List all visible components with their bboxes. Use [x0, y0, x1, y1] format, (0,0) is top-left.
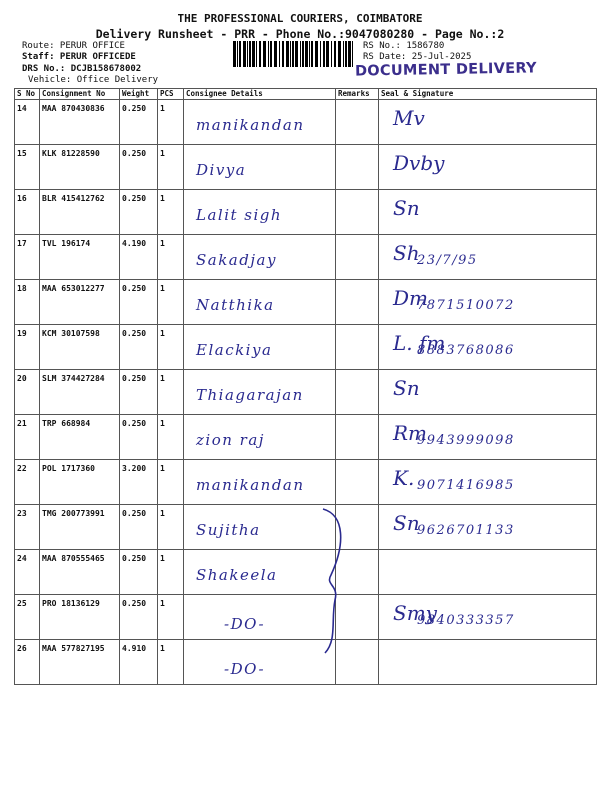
- weight-cell: 0.250: [120, 100, 158, 145]
- pcs-cell: 1: [158, 370, 184, 415]
- sno-cell: 24: [15, 550, 40, 595]
- sno-cell: 22: [15, 460, 40, 505]
- rs-date-text: RS Date: 25-Jul-2025: [363, 52, 472, 62]
- handwritten-phone: 9626701133: [417, 523, 515, 538]
- col-header-weight: Weight: [120, 89, 158, 100]
- handwritten-consignee-name: Divya: [196, 161, 247, 179]
- consignee-cell: [184, 370, 336, 415]
- remarks-cell: [336, 280, 379, 325]
- sno-cell: 26: [15, 640, 40, 685]
- weight-cell: 0.250: [120, 190, 158, 235]
- signature-cell: [379, 415, 597, 460]
- handwritten-signature: Sn: [393, 511, 420, 535]
- sno-cell: 20: [15, 370, 40, 415]
- pcs-cell: 1: [158, 415, 184, 460]
- handwritten-signature: L. fm: [393, 331, 446, 355]
- staff-text: Staff: PERUR OFFICEDE: [22, 52, 136, 62]
- pcs-cell: 1: [158, 100, 184, 145]
- pcs-cell: 1: [158, 460, 184, 505]
- handwritten-consignee-name: -DO-: [224, 615, 266, 633]
- col-header-remarks: Remarks: [336, 89, 379, 100]
- page-subtitle: Delivery Runsheet - PRR - Phone No.:9047080280 - Page No.:2: [95, 27, 505, 41]
- signature-cell: [379, 280, 597, 325]
- consignee-cell: [184, 235, 336, 280]
- handwritten-phone: 8883768086: [417, 343, 515, 358]
- sno-cell: 18: [15, 280, 40, 325]
- sno-cell: 25: [15, 595, 40, 640]
- signature-cell: [379, 505, 597, 550]
- sno-cell: 19: [15, 325, 40, 370]
- signature-cell: [379, 370, 597, 415]
- pcs-cell: 1: [158, 505, 184, 550]
- col-header-pcs: PCS: [158, 89, 184, 100]
- handwritten-phone: 9840333357: [417, 613, 515, 628]
- handwritten-consignee-name: Natthika: [196, 296, 275, 314]
- pcs-cell: 1: [158, 145, 184, 190]
- handwritten-phone: 7871510072: [417, 298, 515, 313]
- remarks-cell: [336, 370, 379, 415]
- remarks-cell: [336, 145, 379, 190]
- remarks-cell: [336, 190, 379, 235]
- consignment-cell: BLR 415412762: [40, 190, 120, 235]
- consignment-cell: MAA 577827195: [40, 640, 120, 685]
- consignment-cell: MAA 870430836: [40, 100, 120, 145]
- remarks-cell: [336, 100, 379, 145]
- pcs-cell: 1: [158, 640, 184, 685]
- signature-cell: [379, 550, 597, 595]
- handwritten-consignee-name: manikandan: [196, 116, 305, 134]
- handwritten-consignee-name: zion raj: [196, 431, 265, 449]
- pcs-cell: 1: [158, 280, 184, 325]
- consignment-cell: PRO 18136129: [40, 595, 120, 640]
- consignee-cell: [184, 100, 336, 145]
- handwritten-signature: Mv: [393, 106, 425, 130]
- weight-cell: 0.250: [120, 415, 158, 460]
- pcs-cell: 1: [158, 550, 184, 595]
- handwritten-consignee-name: Sakadjay: [196, 251, 277, 269]
- barcode: [233, 41, 355, 67]
- remarks-cell: [336, 415, 379, 460]
- signature-cell: [379, 145, 597, 190]
- table-row: [15, 550, 597, 595]
- handwritten-signature: Sn: [393, 196, 420, 220]
- handwritten-phone: 9071416985: [417, 478, 515, 493]
- handwritten-phone: 23/7/95: [417, 253, 478, 268]
- handwritten-signature: Dvby: [393, 151, 445, 175]
- handwritten-consignee-name: Thiagarajan: [196, 386, 304, 404]
- handwritten-signature: Smy: [393, 601, 437, 625]
- signature-cell: [379, 325, 597, 370]
- consignment-cell: SLM 374427284: [40, 370, 120, 415]
- handwritten-signature: Sh: [393, 241, 420, 265]
- table-row: [15, 595, 597, 640]
- table-row: [15, 190, 597, 235]
- signature-cell: [379, 235, 597, 280]
- remarks-cell: [336, 325, 379, 370]
- col-header-sno: S No: [15, 89, 40, 100]
- table-row: [15, 460, 597, 505]
- handwritten-signature: K.: [393, 466, 415, 490]
- sno-cell: 15: [15, 145, 40, 190]
- vehicle-text: Vehicle: Office Delivery: [28, 75, 159, 85]
- handwritten-signature: Dm: [393, 286, 428, 310]
- pcs-cell: 1: [158, 235, 184, 280]
- table-row: [15, 505, 597, 550]
- consignee-cell: [184, 595, 336, 640]
- consignee-cell: [184, 415, 336, 460]
- consignee-cell: [184, 190, 336, 235]
- col-header-consignment: Consignment No: [40, 89, 120, 100]
- drs-text: DRS No.: DCJB158678002: [22, 64, 142, 74]
- sno-cell: 17: [15, 235, 40, 280]
- remarks-cell: [336, 235, 379, 280]
- consignee-cell: [184, 460, 336, 505]
- table-row: [15, 235, 597, 280]
- sno-cell: 21: [15, 415, 40, 460]
- pcs-cell: 1: [158, 190, 184, 235]
- signature-cell: [379, 190, 597, 235]
- col-header-signature: Seal & Signature: [379, 89, 597, 100]
- sno-cell: 23: [15, 505, 40, 550]
- consignee-cell: [184, 145, 336, 190]
- weight-cell: 0.250: [120, 280, 158, 325]
- weight-cell: 0.250: [120, 325, 158, 370]
- signature-cell: [379, 595, 597, 640]
- consignee-cell: [184, 505, 336, 550]
- signature-cell: [379, 460, 597, 505]
- handwritten-brace: [315, 505, 355, 655]
- runsheet-table: [14, 88, 597, 685]
- consignee-cell: [184, 325, 336, 370]
- table-row: [15, 145, 597, 190]
- consignment-cell: KCM 30107598: [40, 325, 120, 370]
- consignment-cell: MAA 870555465: [40, 550, 120, 595]
- handwritten-consignee-name: manikandan: [196, 476, 305, 494]
- weight-cell: 0.250: [120, 595, 158, 640]
- col-header-consignee: Consignee Details: [184, 89, 336, 100]
- weight-cell: 0.250: [120, 370, 158, 415]
- table-header-row: [15, 89, 597, 100]
- consignment-cell: TMG 200773991: [40, 505, 120, 550]
- consignment-cell: MAA 653012277: [40, 280, 120, 325]
- route-text: Route: PERUR OFFICE: [22, 41, 125, 51]
- pcs-cell: 1: [158, 595, 184, 640]
- table-row: [15, 640, 597, 685]
- consignment-cell: TVL 196174: [40, 235, 120, 280]
- signature-cell: [379, 100, 597, 145]
- table-row: [15, 370, 597, 415]
- consignment-cell: KLK 81228590: [40, 145, 120, 190]
- sno-cell: 14: [15, 100, 40, 145]
- table-row: [15, 415, 597, 460]
- handwritten-consignee-name: Elackiya: [196, 341, 273, 359]
- table-row: [15, 100, 597, 145]
- consignment-cell: POL 1717360: [40, 460, 120, 505]
- handwritten-signature: Sn: [393, 376, 420, 400]
- weight-cell: 4.910: [120, 640, 158, 685]
- table-row: [15, 325, 597, 370]
- rs-no-text: RS No.: 1586780: [363, 41, 445, 51]
- handwritten-consignee-name: Sujitha: [196, 521, 261, 539]
- weight-cell: 4.190: [120, 235, 158, 280]
- weight-cell: 0.250: [120, 145, 158, 190]
- signature-cell: [379, 640, 597, 685]
- page-title: THE PROFESSIONAL COURIERS, COIMBATORE: [177, 12, 423, 25]
- sno-cell: 16: [15, 190, 40, 235]
- handwritten-consignee-name: Lalit sigh: [196, 206, 283, 224]
- handwritten-consignee-name: -DO-: [224, 660, 266, 678]
- weight-cell: 3.200: [120, 460, 158, 505]
- remarks-cell: [336, 460, 379, 505]
- handwritten-phone: 9943999098: [417, 433, 515, 448]
- weight-cell: 0.250: [120, 505, 158, 550]
- consignee-cell: [184, 280, 336, 325]
- weight-cell: 0.250: [120, 550, 158, 595]
- pcs-cell: 1: [158, 325, 184, 370]
- consignee-cell: [184, 640, 336, 685]
- consignee-cell: [184, 550, 336, 595]
- table-row: [15, 280, 597, 325]
- handwritten-consignee-name: Shakeela: [196, 566, 278, 584]
- handwritten-signature: Rm: [393, 421, 428, 445]
- document-delivery-stamp: DOCUMENT DELIVERY: [354, 60, 538, 80]
- consignment-cell: TRP 668984: [40, 415, 120, 460]
